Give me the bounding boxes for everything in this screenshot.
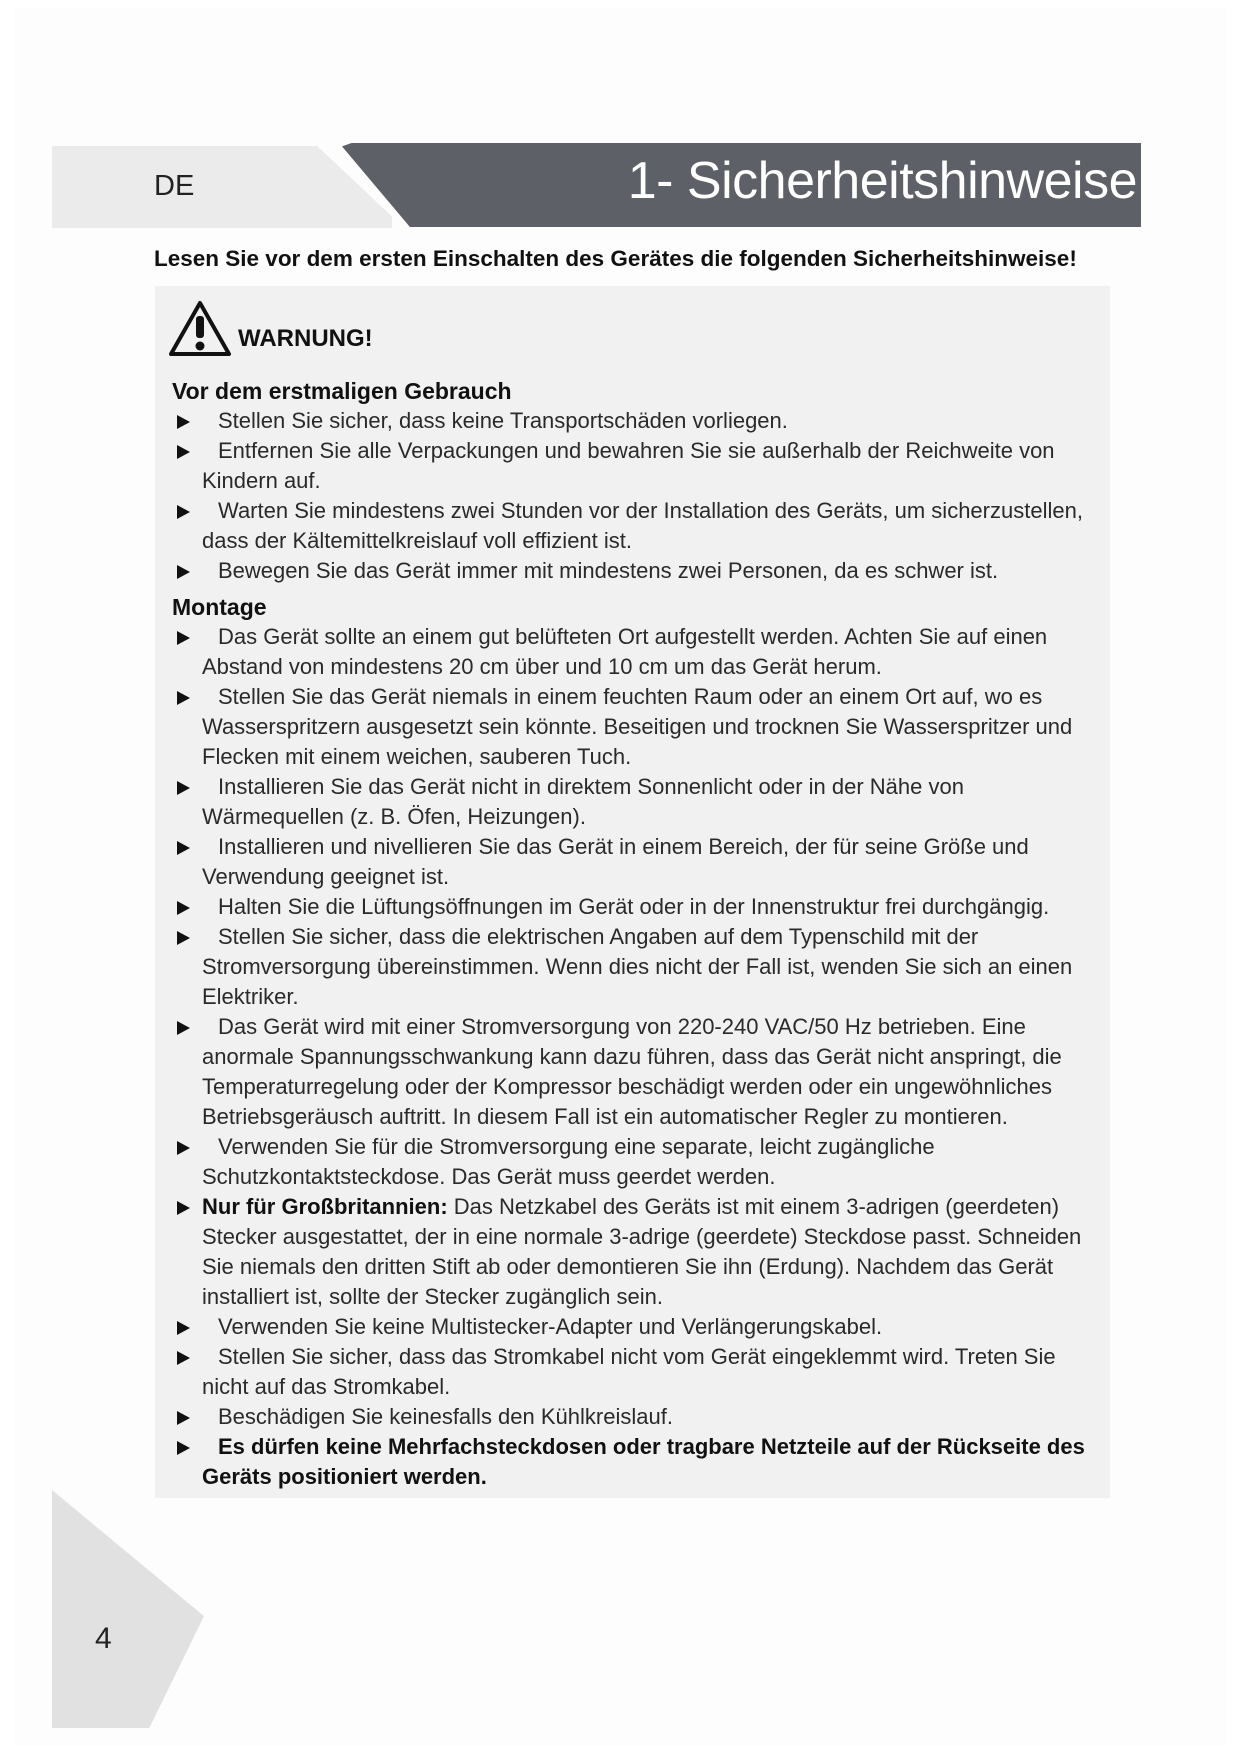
bullet-arrow-icon — [177, 691, 190, 705]
bullet-arrow-icon — [177, 565, 190, 579]
uk-text: Das Netzkabel des Geräts ist mit einem 3-adrigen (geerdeten) Stecker ausgestattet, der in eine normale 3-adrige (geerdete) Steckdose passt. Schneiden Sie niemals den dritten Stift ab oder demontieren Sie ihn (Erdung). Nachdem das Gerät installiert ist, sollte der Stecker zugänglich sein. — [202, 1194, 1082, 1309]
bullet-arrow-icon — [177, 1351, 190, 1365]
bullet-arrow-icon — [177, 505, 190, 519]
bullet-arrow-icon — [177, 1321, 190, 1335]
bullet-arrow-icon — [177, 841, 190, 855]
list-item: Bewegen Sie das Gerät immer mit mindestens zwei Personen, da es schwer ist. — [172, 556, 1097, 586]
bullet-arrow-icon — [177, 1141, 190, 1155]
list-item: Warten Sie mindestens zwei Stunden vor der Installation des Geräts, um sicherzustellen, dass der Kältemittelkreislauf voll effizient ist. — [172, 496, 1097, 556]
intro-instruction: Lesen Sie vor dem ersten Einschalten des Gerätes die folgenden Sicherheitshinweise! — [154, 246, 1077, 271]
list-item: Das Gerät wird mit einer Stromversorgung von 220-240 VAC/50 Hz betrieben. Eine anormale Spannungsschwankung kann dazu führen, dass das Gerät nicht anspringt, die Temperaturregelung oder der Kompressor beschädigt werden oder ein ungewöhnliches Betriebsgeräusch auftritt. In diesem Fall ist ein automatischer Regler zu montieren. — [172, 1012, 1097, 1132]
list-item: Stellen Sie das Gerät niemals in einem feuchten Raum oder an einem Ort auf, wo es Wasserspritzern ausgesetzt sein könnte. Beseitigen und trocknen Sie Wasserspritzer und Flecken mit einem weichen, sauberen Tuch. — [172, 682, 1097, 772]
bullet-arrow-icon — [177, 1201, 190, 1215]
bullet-arrow-icon — [177, 631, 190, 645]
list-item: Stellen Sie sicher, dass das Stromkabel nicht vom Gerät eingeklemmt wird. Treten Sie nicht auf das Stromkabel. — [172, 1342, 1097, 1402]
language-code: DE — [154, 170, 195, 202]
warning-label: WARNUNG! — [238, 325, 373, 352]
bullet-arrow-icon — [177, 445, 190, 459]
list-item: Installieren und nivellieren Sie das Gerät in einem Bereich, der für seine Größe und Verwendung geeignet ist. — [172, 832, 1097, 892]
list-item: Beschädigen Sie keinesfalls den Kühlkreislauf. — [172, 1402, 1097, 1432]
list-item: Halten Sie die Lüftungsöffnungen im Gerät oder in der Innenstruktur frei durchgängig. — [172, 892, 1097, 922]
list-item-bold: Es dürfen keine Mehrfachsteckdosen oder tragbare Netzteile auf der Rückseite des Geräts positioniert werden. — [172, 1432, 1097, 1492]
warning-triangle-icon — [168, 300, 232, 358]
uk-label: Nur für Großbritannien: — [202, 1194, 448, 1219]
list-item: Verwenden Sie keine Multistecker-Adapter und Verlängerungskabel. — [172, 1312, 1097, 1342]
list-item: Installieren Sie das Gerät nicht in direktem Sonnenlicht oder in der Nähe von Wärmequellen (z. B. Öfen, Heizungen). — [172, 772, 1097, 832]
list-item: Stellen Sie sicher, dass keine Transportschäden vorliegen. — [172, 406, 1097, 436]
list-item: Entfernen Sie alle Verpackungen und bewahren Sie sie außerhalb der Reichweite von Kindern auf. — [172, 436, 1097, 496]
bullet-arrow-icon — [177, 901, 190, 915]
page-title: 1- Sicherheitshinweise — [627, 152, 1137, 210]
first-use-list — [172, 406, 1097, 586]
bullet-arrow-icon — [177, 1021, 190, 1035]
list-item: Verwenden Sie für die Stromversorgung eine separate, leicht zugängliche Schutzkontaktsteckdose. Das Gerät muss geerdet werden. — [172, 1132, 1097, 1192]
list-item: Das Gerät sollte an einem gut belüfteten Ort aufgestellt werden. Achten Sie auf einen Abstand von mindestens 20 cm über und 10 cm um das Gerät herum. — [172, 622, 1097, 682]
section-title-first-use: Vor dem erstmaligen Gebrauch — [172, 378, 512, 404]
bullet-arrow-icon — [177, 415, 190, 429]
bullet-arrow-icon — [177, 1411, 190, 1425]
installation-list — [172, 622, 1097, 1492]
section-title-installation: Montage — [172, 594, 267, 620]
warning-content — [172, 376, 1097, 1492]
list-item-uk — [172, 1192, 1097, 1312]
page-number: 4 — [95, 1622, 112, 1655]
bullet-arrow-icon — [177, 931, 190, 945]
list-item: Stellen Sie sicher, dass die elektrischen Angaben auf dem Typenschild mit der Stromversorgung übereinstimmen. Wenn dies nicht der Fall ist, wenden Sie sich an einen Elektriker. — [172, 922, 1097, 1012]
bullet-arrow-icon — [177, 781, 190, 795]
bullet-arrow-icon — [177, 1441, 190, 1455]
